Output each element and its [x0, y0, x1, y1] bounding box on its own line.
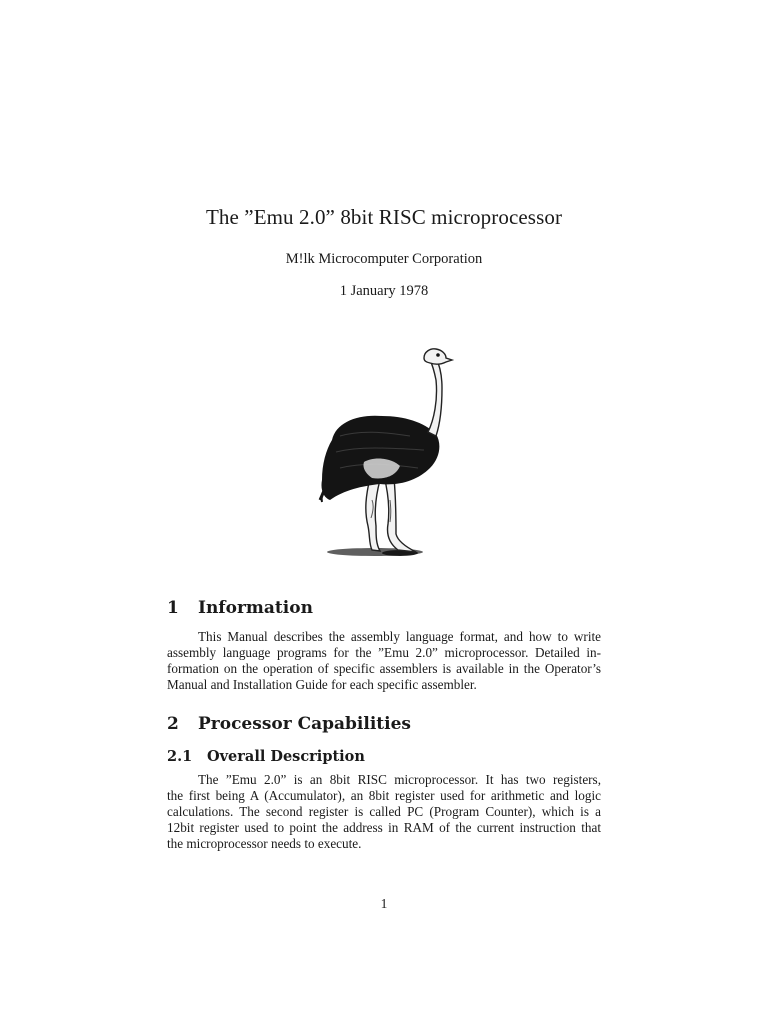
ostrich-illustration: [300, 340, 470, 565]
paragraph-line: assembly language programs for the ”Emu 2.0” microprocessor. Detailed in-: [167, 645, 601, 660]
paragraph-line: Manual and Installation Guide for each specific assembler.: [167, 677, 477, 692]
paragraph-line: This Manual describes the assembly language format, and how to write: [198, 629, 601, 644]
subsection-heading: [167, 748, 365, 765]
paragraph-information: [167, 629, 601, 693]
document-author: M!lk Microcomputer Corporation: [285, 251, 483, 267]
section-number: 2: [167, 714, 179, 734]
paragraph-line: 12bit register used to point the address in RAM of the current instruction that: [167, 820, 601, 835]
paragraph-line: The ”Emu 2.0” is an 8bit RISC microprocessor. It has two registers,: [198, 772, 601, 787]
subsection-title: Overall Description: [207, 748, 365, 765]
document-date: 1 January 1978: [339, 283, 429, 299]
subsection-number: 2.1: [167, 748, 193, 765]
paragraph-line: the microprocessor needs to execute.: [167, 836, 362, 851]
paragraph-line: the first being A (Accumulator), an 8bit register used for arithmetic and logic: [167, 788, 601, 803]
ostrich-body: [321, 416, 439, 500]
paragraph-line: calculations. The second register is called PC (Program Counter), which is a: [167, 804, 601, 819]
section-title: Processor Capabilities: [198, 714, 412, 734]
paragraph-overall-description: [167, 772, 601, 852]
section-number: 1: [167, 598, 179, 618]
ostrich-leg-front: [384, 476, 416, 552]
section-heading: [167, 598, 313, 618]
ostrich-eye: [436, 353, 440, 357]
page-number: 1: [380, 896, 388, 911]
section-title: Information: [198, 598, 313, 618]
ostrich-leg-back: [366, 478, 380, 551]
document-title: The ”Emu 2.0” 8bit RISC microprocessor: [205, 205, 563, 229]
ostrich-neck: [428, 358, 442, 436]
section-heading: [167, 714, 411, 734]
paragraph-line: formation on the operation of specific assemblers is available in the Operator’s: [167, 661, 601, 676]
